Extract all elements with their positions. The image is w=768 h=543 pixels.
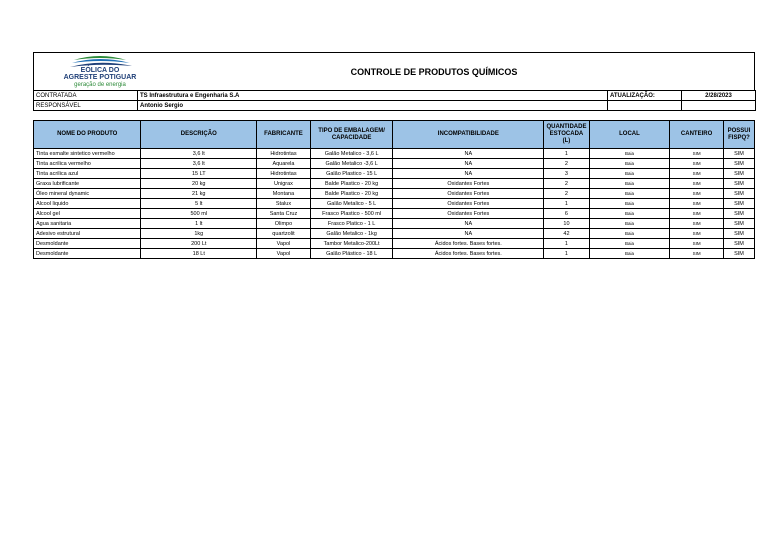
cell-incompatibilidade[interactable]: NA [393,229,544,239]
header-block [33,52,755,90]
column-header-quantidade[interactable]: QUANTIDADE ESTOCADA (L) [544,121,589,149]
logo-line-1: EÓLICA DO [80,67,120,74]
cell-local[interactable]: Baia [589,149,670,159]
cell-fispq[interactable]: SIM [723,199,754,209]
contratada-value[interactable]: TS Infraestrutura e Engenharia S.A [138,91,608,101]
cell-local[interactable]: Baia [589,189,670,199]
cell-canteiro[interactable]: SIM [670,239,724,249]
cell-embalagem[interactable]: Balde Plastico - 20 kg [310,179,393,189]
cell-fabricante[interactable]: Montana [257,189,311,199]
cell-quantidade[interactable]: 3 [544,169,589,179]
cell-canteiro[interactable]: SIM [670,179,724,189]
cell-canteiro[interactable]: SIM [670,249,724,259]
cell-local[interactable]: Baia [589,179,670,189]
cell-incompatibilidade[interactable]: Ácidos fortes. Bases fortes. [393,239,544,249]
table-row [34,169,755,179]
cell-quantidade[interactable]: 1 [544,199,589,209]
info-row-contratada [34,91,756,101]
cell-embalagem[interactable]: Galão Metalico -3,6 L [310,159,393,169]
table-row [34,249,755,259]
cell-canteiro[interactable]: SIM [670,209,724,219]
cell-fispq[interactable]: SIM [723,239,754,249]
cell-incompatibilidade[interactable]: Oxidantes Fortes [393,209,544,219]
cell-descricao[interactable]: 500 ml [141,209,257,219]
cell-nome[interactable]: Desmoldante [34,239,141,249]
cell-quantidade[interactable]: 2 [544,189,589,199]
cell-incompatibilidade[interactable]: Ácidos fortes. Bases fortes. [393,249,544,259]
cell-local[interactable]: Baia [589,229,670,239]
cell-fispq[interactable]: SIM [723,169,754,179]
cell-local[interactable]: Baia [589,249,670,259]
empty-cell[interactable] [608,101,682,111]
cell-fabricante[interactable]: Vapol [257,239,311,249]
cell-embalagem[interactable]: Galão Plástico - 18 L [310,249,393,259]
cell-fispq[interactable]: SIM [723,209,754,219]
cell-canteiro[interactable]: SIM [670,169,724,179]
chemicals-table [33,120,755,259]
table-row [34,189,755,199]
cell-local[interactable]: Baia [589,209,670,219]
cell-canteiro[interactable]: SIM [670,199,724,209]
cell-quantidade[interactable]: 6 [544,209,589,219]
cell-local[interactable]: Baia [589,199,670,209]
cell-nome[interactable]: Adesivo estrutural [34,229,141,239]
cell-nome[interactable]: Tinta esmalte sintetico vermelho [34,149,141,159]
cell-descricao[interactable]: 3,6 lt [141,149,257,159]
column-header-fabricante[interactable]: FABRICANTE [257,121,311,149]
cell-fabricante[interactable]: quartzolit [257,229,311,239]
cell-embalagem[interactable]: Frasco Plastico - 500 ml [310,209,393,219]
cell-canteiro[interactable]: SIM [670,189,724,199]
cell-local[interactable]: Baia [589,159,670,169]
cell-embalagem[interactable]: Galão Metalico - 5 L [310,199,393,209]
cell-incompatibilidade[interactable]: NA [393,149,544,159]
table-row [34,179,755,189]
cell-quantidade[interactable]: 2 [544,159,589,169]
cell-incompatibilidade[interactable]: Oxidantes Fortes [393,189,544,199]
atualizacao-label: ATUALIZAÇÃO: [608,91,682,101]
cell-fispq[interactable]: SIM [723,229,754,239]
cell-descricao[interactable]: 20 kg [141,179,257,189]
table-header-row [34,121,755,149]
cell-descricao[interactable]: 18 Lt [141,249,257,259]
company-logo [44,54,156,88]
cell-descricao[interactable]: 1 lt [141,219,257,229]
atualizacao-value[interactable]: 2/28/2023 [682,91,756,101]
table-row [34,159,755,169]
cell-descricao[interactable]: 200 Lt [141,239,257,249]
page-title: CONTROLE DE PRODUTOS QUÍMICOS [350,67,518,77]
cell-nome[interactable]: Tinta acrilica vermelho [34,159,141,169]
empty-cell[interactable] [682,101,756,111]
cell-quantidade[interactable]: 2 [544,179,589,189]
cell-nome[interactable]: Graxa lubrificante [34,179,141,189]
cell-canteiro[interactable]: SIM [670,159,724,169]
cell-fabricante[interactable]: Hidrotintas [257,149,311,159]
cell-canteiro[interactable]: SIM [670,219,724,229]
cell-embalagem[interactable]: Galão Plastico - 15 L [310,169,393,179]
logo-line-2: AGRESTE POTIGUAR [63,74,137,81]
cell-embalagem[interactable]: Frasco Platico - 1 L [310,219,393,229]
cell-fabricante[interactable]: Hidrotintas [257,169,311,179]
cell-fispq[interactable]: SIM [723,219,754,229]
cell-fabricante[interactable]: Santa Cruz [257,209,311,219]
cell-quantidade[interactable]: 1 [544,239,589,249]
cell-fabricante[interactable]: Olimpo [257,219,311,229]
contratada-label: CONTRATADA [34,91,138,101]
cell-fabricante[interactable]: Aquarela [257,159,311,169]
cell-embalagem[interactable]: Balde Plastico - 20 kg [310,189,393,199]
cell-canteiro[interactable]: SIM [670,229,724,239]
cell-incompatibilidade[interactable]: Oxidantes Fortes [393,179,544,189]
wind-wave-icon [44,54,156,68]
cell-incompatibilidade[interactable]: NA [393,169,544,179]
cell-descricao[interactable]: 21 kg [141,189,257,199]
table-row [34,229,755,239]
table-row [34,239,755,249]
cell-embalagem[interactable]: Tambor Metalico-200Lt [310,239,393,249]
cell-quantidade[interactable]: 42 [544,229,589,239]
table-row [34,219,755,229]
column-header-incompatibilidade[interactable]: INCOMPATIBILIDADE [393,121,544,149]
column-header-fispq[interactable]: POSSUI FISPQ? [723,121,754,149]
column-header-embalagem[interactable]: TIPO DE EMBALAGEM/ CAPACIDADE [310,121,393,149]
table-row [34,199,755,209]
info-row-responsavel [34,101,756,111]
cell-fispq[interactable]: SIM [723,249,754,259]
cell-nome[interactable]: Tinta acrilica azul [34,169,141,179]
column-header-descricao[interactable]: DESCRIÇÃO [141,121,257,149]
cell-descricao[interactable]: 3,6 lt [141,159,257,169]
cell-nome[interactable]: Agua sanitaria [34,219,141,229]
cell-fabricante[interactable]: Unigrax [257,179,311,189]
cell-local[interactable]: Baia [589,239,670,249]
cell-fispq[interactable]: SIM [723,159,754,169]
info-table [33,90,756,111]
table-row [34,209,755,219]
cell-canteiro[interactable]: SIM [670,149,724,159]
cell-descricao[interactable]: 1kg [141,229,257,239]
cell-incompatibilidade[interactable]: NA [393,159,544,169]
cell-nome[interactable]: Alcool gel [34,209,141,219]
cell-descricao[interactable]: 15 LT [141,169,257,179]
responsavel-label: RESPONSÁVEL [34,101,138,111]
cell-nome[interactable]: Desmoldante [34,249,141,259]
cell-local[interactable]: Baia [589,219,670,229]
cell-fispq[interactable]: SIM [723,179,754,189]
responsavel-value[interactable]: Antonio Sergio [138,101,608,111]
cell-local[interactable]: Baia [589,169,670,179]
table-row [34,149,755,159]
column-header-canteiro[interactable]: CANTEIRO [670,121,724,149]
cell-quantidade[interactable]: 1 [544,249,589,259]
table-body [34,149,755,259]
column-header-local[interactable]: LOCAL [589,121,670,149]
cell-fabricante[interactable]: Vapol [257,249,311,259]
cell-fispq[interactable]: SIM [723,189,754,199]
spreadsheet-sheet [33,52,755,259]
cell-descricao[interactable]: 5 lt [141,199,257,209]
cell-quantidade[interactable]: 1 [544,149,589,159]
cell-nome[interactable]: Alcool liquido [34,199,141,209]
column-header-nome[interactable]: NOME DO PRODUTO [34,121,141,149]
cell-fabricante[interactable]: Stalux [257,199,311,209]
cell-fispq[interactable]: SIM [723,149,754,159]
cell-embalagem[interactable]: Galão Metalico - 3,6 L [310,149,393,159]
cell-embalagem[interactable]: Galão Metalico - 1kg [310,229,393,239]
cell-incompatibilidade[interactable]: Oxidantes Fortes [393,199,544,209]
logo-tagline: geração de energia [74,82,126,88]
cell-nome[interactable]: Óleo mineral dynamic [34,189,141,199]
cell-incompatibilidade[interactable]: NA [393,219,544,229]
cell-quantidade[interactable]: 10 [544,219,589,229]
